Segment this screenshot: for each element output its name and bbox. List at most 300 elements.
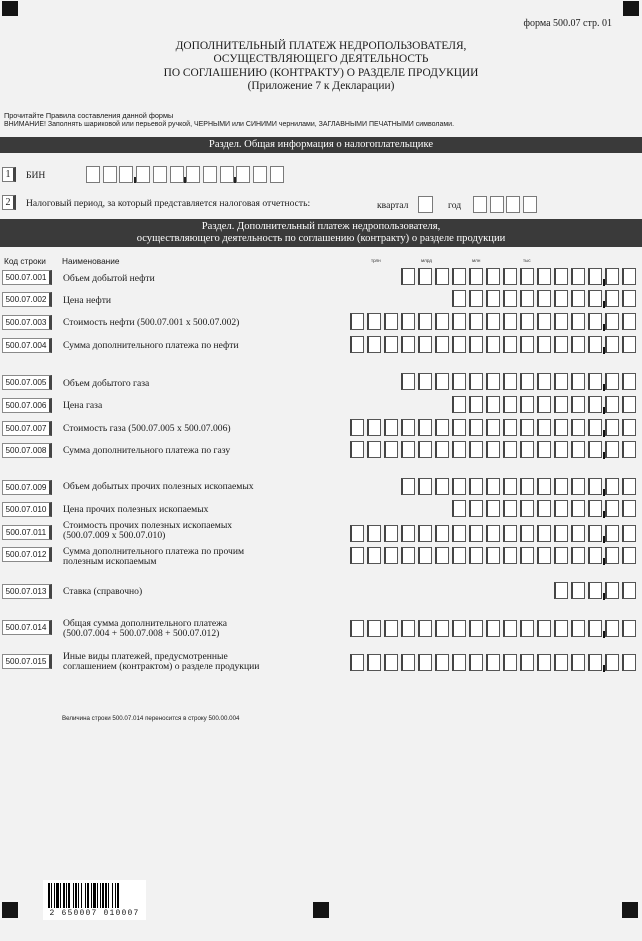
digit-cell[interactable] bbox=[401, 478, 415, 495]
digit-cell[interactable] bbox=[486, 419, 500, 436]
digit-cell[interactable] bbox=[384, 441, 398, 458]
digit-cell[interactable] bbox=[520, 620, 534, 637]
digit-cell[interactable] bbox=[486, 373, 500, 390]
digit-cell[interactable] bbox=[503, 547, 517, 564]
digit-cell[interactable] bbox=[350, 620, 364, 637]
digit-cell[interactable] bbox=[503, 441, 517, 458]
digit-cell[interactable] bbox=[452, 396, 466, 413]
corner-mark-bottom-right bbox=[622, 902, 638, 918]
bin-digit-box[interactable] bbox=[220, 166, 234, 183]
year-label: год bbox=[448, 200, 462, 211]
digit-cell[interactable] bbox=[486, 620, 500, 637]
row-label: Цена нефти bbox=[63, 295, 112, 306]
digit-cell[interactable] bbox=[367, 654, 381, 671]
bin-digit-box[interactable] bbox=[253, 166, 267, 183]
digit-cell[interactable] bbox=[401, 419, 415, 436]
digit-cell[interactable] bbox=[588, 336, 602, 353]
digit-cell[interactable] bbox=[520, 478, 534, 495]
row-code: 500.07.013 bbox=[2, 584, 52, 599]
digit-cell[interactable] bbox=[350, 336, 364, 353]
digit-cell[interactable] bbox=[435, 654, 449, 671]
digit-cell[interactable] bbox=[554, 500, 568, 517]
digit-cell[interactable] bbox=[605, 268, 619, 285]
line-number-2: 2 bbox=[2, 195, 16, 210]
row-code: 500.07.005 bbox=[2, 375, 52, 390]
digit-cell[interactable] bbox=[605, 547, 619, 564]
digit-cell[interactable] bbox=[503, 478, 517, 495]
digit-cell[interactable] bbox=[571, 654, 585, 671]
digit-cell[interactable] bbox=[571, 500, 585, 517]
digit-cell[interactable] bbox=[435, 547, 449, 564]
digit-cell[interactable] bbox=[571, 441, 585, 458]
row-code: 500.07.011 bbox=[2, 525, 52, 540]
barcode-bar bbox=[48, 883, 50, 908]
title-line: (Приложение 7 к Декларации) bbox=[247, 79, 395, 92]
digit-cell[interactable] bbox=[520, 419, 534, 436]
digit-cell[interactable] bbox=[622, 336, 636, 353]
digit-cell[interactable] bbox=[520, 373, 534, 390]
digit-cell[interactable] bbox=[401, 441, 415, 458]
bin-digit-box[interactable] bbox=[270, 166, 284, 183]
row-label: Сумма дополнительного платежа по прочим bbox=[63, 546, 245, 557]
digit-cell[interactable] bbox=[520, 500, 534, 517]
digit-cell[interactable] bbox=[435, 313, 449, 330]
digit-cell[interactable] bbox=[622, 500, 636, 517]
bin-digit-box[interactable] bbox=[203, 166, 217, 183]
digit-cell[interactable] bbox=[452, 313, 466, 330]
row-code: 500.07.014 bbox=[2, 620, 52, 635]
digit-cell[interactable] bbox=[588, 500, 602, 517]
digit-cell[interactable] bbox=[401, 525, 415, 542]
digit-cell[interactable] bbox=[537, 313, 551, 330]
digit-cell[interactable] bbox=[554, 268, 568, 285]
digit-cell[interactable] bbox=[469, 290, 483, 307]
year-digit-box[interactable] bbox=[506, 196, 520, 213]
digit-cell[interactable] bbox=[452, 336, 466, 353]
digit-cell[interactable] bbox=[554, 336, 568, 353]
digit-cell[interactable] bbox=[435, 419, 449, 436]
digit-cell[interactable] bbox=[469, 525, 483, 542]
digit-cell[interactable] bbox=[554, 620, 568, 637]
digit-cell[interactable] bbox=[367, 620, 381, 637]
digit-cell[interactable] bbox=[418, 525, 432, 542]
digit-cell[interactable] bbox=[486, 478, 500, 495]
digit-cell[interactable] bbox=[452, 290, 466, 307]
digit-cell[interactable] bbox=[384, 620, 398, 637]
digit-cell[interactable] bbox=[435, 441, 449, 458]
digit-cell[interactable] bbox=[537, 441, 551, 458]
digit-cell[interactable] bbox=[350, 419, 364, 436]
digit-cell[interactable] bbox=[384, 525, 398, 542]
section-title-line: осуществляющего деятельность по соглашению (контракту) о разделе продукции bbox=[136, 232, 506, 244]
barcode-bar bbox=[63, 883, 65, 908]
digit-cell[interactable] bbox=[605, 525, 619, 542]
digit-cell[interactable] bbox=[622, 654, 636, 671]
digit-cell[interactable] bbox=[537, 500, 551, 517]
digit-cell[interactable] bbox=[622, 441, 636, 458]
digit-cell[interactable] bbox=[622, 290, 636, 307]
title-line: ДОПОЛНИТЕЛЬНЫЙ ПЛАТЕЖ НЕДРОПОЛЬЗОВАТЕЛЯ, bbox=[175, 40, 467, 52]
digit-cell[interactable] bbox=[469, 313, 483, 330]
digit-cell[interactable] bbox=[537, 373, 551, 390]
digit-cell[interactable] bbox=[622, 419, 636, 436]
digit-cell[interactable] bbox=[554, 313, 568, 330]
digit-cell[interactable] bbox=[418, 336, 432, 353]
digit-cell[interactable] bbox=[469, 620, 483, 637]
digit-cell[interactable] bbox=[588, 396, 602, 413]
corner-mark-bottom-center bbox=[313, 902, 329, 918]
digit-cell[interactable] bbox=[367, 336, 381, 353]
digit-cell[interactable] bbox=[622, 547, 636, 564]
barcode-bar bbox=[51, 883, 52, 908]
digit-cell[interactable] bbox=[520, 396, 534, 413]
row-label: соглашением (контрактом) о разделе продукции bbox=[63, 661, 260, 672]
bin-digit-box[interactable] bbox=[153, 166, 167, 183]
digit-cell[interactable] bbox=[571, 290, 585, 307]
digit-cell[interactable] bbox=[605, 419, 619, 436]
digit-cell[interactable] bbox=[520, 290, 534, 307]
digit-cell[interactable] bbox=[435, 268, 449, 285]
row-code: 500.07.015 bbox=[2, 654, 52, 669]
digit-cell[interactable] bbox=[571, 582, 585, 599]
digit-cell[interactable] bbox=[554, 419, 568, 436]
tax-period-label: Налоговый период, за который представляется налоговая отчетность: bbox=[26, 198, 311, 209]
form-title bbox=[0, 40, 642, 93]
digit-cell[interactable] bbox=[520, 313, 534, 330]
digit-cell[interactable] bbox=[367, 525, 381, 542]
digit-cell[interactable] bbox=[571, 419, 585, 436]
digit-cell[interactable] bbox=[384, 336, 398, 353]
row-label: Стоимость нефти (500.07.001 x 500.07.002) bbox=[63, 317, 240, 328]
unit-label-thousand: тыс bbox=[523, 258, 531, 263]
digit-cell[interactable] bbox=[503, 620, 517, 637]
digit-cell[interactable] bbox=[452, 500, 466, 517]
digit-cell[interactable] bbox=[537, 478, 551, 495]
digit-cell[interactable] bbox=[571, 620, 585, 637]
digit-cell[interactable] bbox=[622, 396, 636, 413]
form-reference: форма 500.07 стр. 01 bbox=[523, 18, 612, 29]
digit-cell[interactable] bbox=[588, 313, 602, 330]
digit-cell[interactable] bbox=[401, 620, 415, 637]
digit-cell[interactable] bbox=[605, 396, 619, 413]
corner-mark-top-left bbox=[2, 1, 18, 16]
digit-cell[interactable] bbox=[554, 654, 568, 671]
digit-cell[interactable] bbox=[571, 396, 585, 413]
digit-cell[interactable] bbox=[418, 373, 432, 390]
barcode-bar bbox=[100, 883, 101, 908]
digit-cell[interactable] bbox=[622, 478, 636, 495]
digit-cell[interactable] bbox=[605, 336, 619, 353]
digit-cell[interactable] bbox=[537, 336, 551, 353]
digit-cell[interactable] bbox=[435, 620, 449, 637]
digit-cell[interactable] bbox=[503, 396, 517, 413]
digit-cell[interactable] bbox=[350, 313, 364, 330]
digit-cell[interactable] bbox=[605, 478, 619, 495]
digit-cell[interactable] bbox=[571, 313, 585, 330]
digit-cell[interactable] bbox=[350, 547, 364, 564]
digit-cell[interactable] bbox=[571, 336, 585, 353]
barcode-bars bbox=[48, 883, 141, 909]
digit-cell[interactable] bbox=[571, 373, 585, 390]
digit-cell[interactable] bbox=[554, 290, 568, 307]
row-label: Цена газа bbox=[63, 400, 103, 411]
digit-cell[interactable] bbox=[588, 290, 602, 307]
digit-cell[interactable] bbox=[588, 419, 602, 436]
digit-cell[interactable] bbox=[503, 290, 517, 307]
year-digit-box[interactable] bbox=[473, 196, 487, 213]
digit-cell[interactable] bbox=[469, 547, 483, 564]
digit-cell[interactable] bbox=[418, 620, 432, 637]
digit-cell[interactable] bbox=[503, 525, 517, 542]
digit-cell[interactable] bbox=[520, 336, 534, 353]
digit-cell[interactable] bbox=[622, 525, 636, 542]
digit-cell[interactable] bbox=[503, 419, 517, 436]
digit-cell[interactable] bbox=[520, 654, 534, 671]
barcode-bar bbox=[81, 883, 82, 908]
digit-cell[interactable] bbox=[452, 654, 466, 671]
digit-cell[interactable] bbox=[384, 313, 398, 330]
digit-cell[interactable] bbox=[554, 525, 568, 542]
bin-digit-box[interactable] bbox=[170, 166, 184, 183]
barcode-bar bbox=[91, 883, 92, 908]
digit-cell[interactable] bbox=[469, 373, 483, 390]
digit-cell[interactable] bbox=[384, 419, 398, 436]
digit-cell[interactable] bbox=[435, 373, 449, 390]
barcode-bar bbox=[60, 883, 61, 908]
digit-cell[interactable] bbox=[537, 396, 551, 413]
row-label: Цена прочих полезных ископаемых bbox=[63, 504, 209, 515]
digit-cell[interactable] bbox=[486, 396, 500, 413]
digit-cell[interactable] bbox=[384, 654, 398, 671]
line-number-1: 1 bbox=[2, 167, 16, 182]
row-label: полезным ископаемым bbox=[63, 556, 157, 567]
digit-cell[interactable] bbox=[520, 268, 534, 285]
digit-cell[interactable] bbox=[571, 547, 585, 564]
bin-digit-box[interactable] bbox=[236, 166, 250, 183]
title-line: ОСУЩЕСТВЛЯЮЩЕГО ДЕЯТЕЛЬНОСТЬ bbox=[213, 53, 429, 66]
digit-cell[interactable] bbox=[605, 313, 619, 330]
digit-cell[interactable] bbox=[554, 441, 568, 458]
digit-cell[interactable] bbox=[537, 620, 551, 637]
barcode-bar bbox=[87, 883, 89, 908]
bin-digit-box[interactable] bbox=[136, 166, 150, 183]
digit-cell[interactable] bbox=[452, 620, 466, 637]
digit-cell[interactable] bbox=[418, 313, 432, 330]
quarter-input[interactable] bbox=[418, 196, 433, 213]
digit-cell[interactable] bbox=[588, 620, 602, 637]
digit-cell[interactable] bbox=[503, 268, 517, 285]
digit-cell[interactable] bbox=[605, 441, 619, 458]
digit-cell[interactable] bbox=[401, 654, 415, 671]
digit-cell[interactable] bbox=[503, 373, 517, 390]
section-additional-payment-header bbox=[0, 219, 642, 247]
year-digit-box[interactable] bbox=[490, 196, 504, 213]
digit-cell[interactable] bbox=[452, 419, 466, 436]
row-label: Объем добытого газа bbox=[63, 378, 150, 389]
digit-cell[interactable] bbox=[486, 336, 500, 353]
digit-cell[interactable] bbox=[452, 478, 466, 495]
bin-digit-box[interactable] bbox=[103, 166, 117, 183]
barcode bbox=[43, 880, 146, 920]
digit-cell[interactable] bbox=[537, 654, 551, 671]
digit-cell[interactable] bbox=[469, 268, 483, 285]
section-general-info-header: Раздел. Общая информация о налогоплательщике bbox=[0, 137, 642, 153]
digit-cell[interactable] bbox=[554, 478, 568, 495]
digit-cell[interactable] bbox=[605, 620, 619, 637]
row-label: Сумма дополнительного платежа по газу bbox=[63, 445, 231, 456]
digit-cell[interactable] bbox=[486, 290, 500, 307]
barcode-bar bbox=[108, 883, 109, 908]
barcode-bar bbox=[75, 883, 77, 908]
digit-cell[interactable] bbox=[350, 525, 364, 542]
digit-cell[interactable] bbox=[588, 547, 602, 564]
digit-cell[interactable] bbox=[554, 547, 568, 564]
digit-cell[interactable] bbox=[588, 654, 602, 671]
digit-cell[interactable] bbox=[367, 547, 381, 564]
quarter-label: квартал bbox=[377, 200, 409, 211]
digit-cell[interactable] bbox=[367, 419, 381, 436]
digit-cell[interactable] bbox=[588, 268, 602, 285]
digit-cell[interactable] bbox=[605, 290, 619, 307]
digit-cell[interactable] bbox=[418, 654, 432, 671]
digit-cell[interactable] bbox=[622, 620, 636, 637]
barcode-number: 2 650007 010007 bbox=[49, 909, 140, 918]
digit-cell[interactable] bbox=[537, 268, 551, 285]
digit-cell[interactable] bbox=[435, 478, 449, 495]
digit-cell[interactable] bbox=[469, 336, 483, 353]
barcode-bar bbox=[54, 883, 55, 908]
digit-cell[interactable] bbox=[588, 441, 602, 458]
digit-cell[interactable] bbox=[486, 313, 500, 330]
row-code: 500.07.003 bbox=[2, 315, 52, 330]
corner-mark-top-right bbox=[623, 1, 639, 16]
digit-cell[interactable] bbox=[469, 441, 483, 458]
digit-cell[interactable] bbox=[435, 336, 449, 353]
barcode-bar bbox=[105, 883, 107, 908]
row-code: 500.07.001 bbox=[2, 270, 52, 285]
digit-cell[interactable] bbox=[469, 478, 483, 495]
digit-cell[interactable] bbox=[452, 547, 466, 564]
bin-digit-box[interactable] bbox=[186, 166, 200, 183]
title-line: ПО СОГЛАШЕНИЮ (КОНТРАКТУ) О РАЗДЕЛЕ ПРОДУКЦИИ bbox=[163, 66, 479, 79]
digit-cell[interactable] bbox=[401, 336, 415, 353]
digit-cell[interactable] bbox=[588, 478, 602, 495]
digit-cell[interactable] bbox=[452, 525, 466, 542]
digit-cell[interactable] bbox=[571, 268, 585, 285]
digit-cell[interactable] bbox=[537, 547, 551, 564]
bin-digit-box[interactable] bbox=[119, 166, 133, 183]
digit-cell[interactable] bbox=[605, 500, 619, 517]
digit-cell[interactable] bbox=[486, 500, 500, 517]
digit-cell[interactable] bbox=[486, 547, 500, 564]
digit-cell[interactable] bbox=[452, 373, 466, 390]
digit-cell[interactable] bbox=[554, 582, 568, 599]
digit-cell[interactable] bbox=[418, 547, 432, 564]
digit-cell[interactable] bbox=[469, 419, 483, 436]
row-label: (500.07.009 x 500.07.010) bbox=[63, 530, 166, 541]
digit-cell[interactable] bbox=[571, 478, 585, 495]
digit-cell[interactable] bbox=[537, 290, 551, 307]
digit-cell[interactable] bbox=[571, 525, 585, 542]
row-code: 500.07.010 bbox=[2, 502, 52, 517]
row-code: 500.07.002 bbox=[2, 292, 52, 307]
digit-cell[interactable] bbox=[486, 525, 500, 542]
digit-cell[interactable] bbox=[537, 419, 551, 436]
bin-digit-box[interactable] bbox=[86, 166, 100, 183]
digit-cell[interactable] bbox=[452, 441, 466, 458]
digit-cell[interactable] bbox=[401, 547, 415, 564]
digit-cell[interactable] bbox=[367, 441, 381, 458]
digit-cell[interactable] bbox=[401, 373, 415, 390]
barcode-bar bbox=[112, 883, 113, 908]
digit-cell[interactable] bbox=[452, 268, 466, 285]
digit-cell[interactable] bbox=[503, 336, 517, 353]
digit-cell[interactable] bbox=[469, 396, 483, 413]
digit-cell[interactable] bbox=[554, 396, 568, 413]
digit-cell[interactable] bbox=[486, 441, 500, 458]
digit-cell[interactable] bbox=[401, 268, 415, 285]
digit-cell[interactable] bbox=[350, 654, 364, 671]
digit-cell[interactable] bbox=[588, 525, 602, 542]
digit-cell[interactable] bbox=[401, 313, 415, 330]
digit-cell[interactable] bbox=[384, 547, 398, 564]
digit-cell[interactable] bbox=[486, 654, 500, 671]
barcode-bar bbox=[68, 883, 70, 908]
digit-cell[interactable] bbox=[418, 419, 432, 436]
row-label: Объем добытой нефти bbox=[63, 273, 155, 284]
digit-cell[interactable] bbox=[622, 313, 636, 330]
digit-cell[interactable] bbox=[605, 654, 619, 671]
digit-cell[interactable] bbox=[503, 313, 517, 330]
digit-cell[interactable] bbox=[588, 373, 602, 390]
digit-cell[interactable] bbox=[367, 313, 381, 330]
digit-cell[interactable] bbox=[537, 525, 551, 542]
digit-cell[interactable] bbox=[418, 478, 432, 495]
digit-cell[interactable] bbox=[605, 373, 619, 390]
barcode-bar bbox=[56, 883, 59, 908]
digit-cell[interactable] bbox=[435, 525, 449, 542]
digit-cell[interactable] bbox=[350, 441, 364, 458]
digit-cell[interactable] bbox=[469, 654, 483, 671]
digit-cell[interactable] bbox=[622, 268, 636, 285]
section-title-line: Раздел. Дополнительный платеж недропользователя, bbox=[201, 221, 441, 232]
digit-cell[interactable] bbox=[520, 547, 534, 564]
year-digit-box[interactable] bbox=[523, 196, 537, 213]
digit-cell[interactable] bbox=[503, 654, 517, 671]
digit-cell[interactable] bbox=[588, 582, 602, 599]
row-code: 500.07.006 bbox=[2, 398, 52, 413]
row-code: 500.07.009 bbox=[2, 480, 52, 495]
digit-cell[interactable] bbox=[622, 373, 636, 390]
unit-label-billion: млрд bbox=[421, 258, 432, 263]
digit-cell[interactable] bbox=[520, 525, 534, 542]
column-header-name: Наименование bbox=[62, 256, 120, 266]
digit-cell[interactable] bbox=[520, 441, 534, 458]
digit-cell[interactable] bbox=[503, 500, 517, 517]
digit-cell[interactable] bbox=[418, 268, 432, 285]
row-label: Сумма дополнительного платежа по нефти bbox=[63, 340, 239, 351]
digit-cell[interactable] bbox=[622, 582, 636, 599]
digit-cell[interactable] bbox=[418, 441, 432, 458]
digit-cell[interactable] bbox=[486, 268, 500, 285]
digit-cell[interactable] bbox=[554, 373, 568, 390]
row-code: 500.07.004 bbox=[2, 338, 52, 353]
digit-cell[interactable] bbox=[605, 582, 619, 599]
barcode-bar bbox=[73, 883, 74, 908]
column-header-code: Код строки bbox=[4, 256, 46, 266]
digit-cell[interactable] bbox=[469, 500, 483, 517]
barcode-bar bbox=[66, 883, 67, 908]
